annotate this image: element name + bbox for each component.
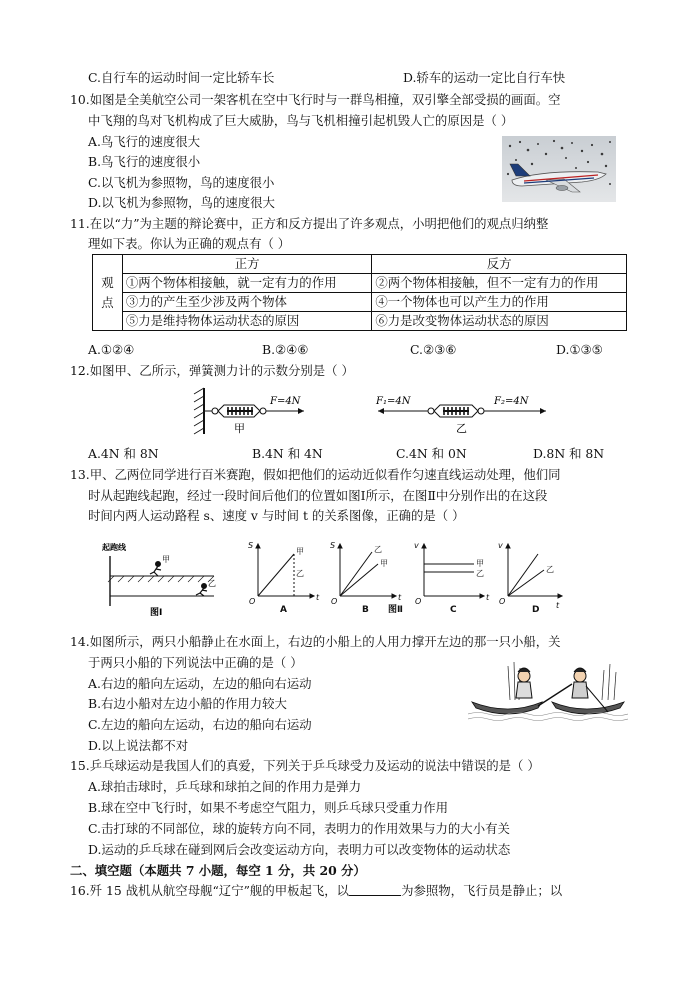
figure-2-caption: 图Ⅱ — [388, 605, 403, 615]
q13-stem-line2: 时从起跑线起跑，经过一段时间后他们的位置如图Ⅰ所示，在图Ⅱ中分别作出的在这段 — [88, 488, 548, 503]
section-2-heading: 二、填空题（本题共 7 小题，每空 1 分，共 20 分） — [70, 863, 366, 878]
table-cell: ⑤力是维持物体运动状态的原因 — [122, 312, 372, 331]
column-header-con: 反方 — [372, 255, 627, 274]
force-label-f2: F₂=4N — [494, 396, 529, 407]
line-label-jia-c: 甲 — [476, 559, 484, 568]
graphs-figure-2 — [244, 536, 564, 620]
graph-label-b: B — [362, 605, 369, 615]
debate-viewpoints-table — [92, 254, 627, 331]
q12-option-c: C.4N 和 0N — [396, 446, 467, 461]
line-label-yi-b: 乙 — [374, 545, 382, 554]
q15-option-b: B.球在空中飞行时，如果不考虑空气阻力，则乒乓球只受重力作用 — [88, 800, 448, 815]
graph-label-c: C — [450, 605, 457, 615]
q15-stem: 15.乒乓球运动是我国人们的真爱，下列关于乒乓球受力及运动的说法中错误的是（ ） — [70, 758, 540, 773]
two-boats-illustration — [468, 660, 628, 722]
table-row — [93, 312, 627, 331]
spring-scale-figure-b — [374, 384, 552, 438]
runner-label-jia: 甲 — [162, 555, 170, 564]
q10-stem-line2: 中飞翔的鸟对飞机构成了巨大威胁，鸟与飞机相撞引起机毁人亡的原因是（ ） — [88, 113, 514, 128]
line-label-yi-a: 乙 — [296, 569, 304, 578]
line-label-yi-c: 乙 — [476, 569, 484, 578]
graph-label-d: D — [532, 605, 540, 615]
figure-1-caption: 图Ⅰ — [150, 608, 163, 618]
q16-stem-pre: 16.歼 15 战机从航空母舰“辽宁”舰的甲板起飞，以 — [70, 883, 350, 898]
graph-label-a: A — [280, 605, 287, 615]
q10-option-d: D.以飞机为参照物，鸟的速度很大 — [88, 195, 275, 210]
q11-option-b: B.②④⑥ — [262, 342, 309, 357]
q11-option-a: A.①②④ — [88, 342, 135, 357]
q11-option-c: C.②③⑥ — [410, 342, 457, 357]
origin-d: O — [499, 597, 506, 606]
q10-option-a: A.鸟飞行的速度很大 — [88, 134, 201, 149]
line-label-jia-a: 甲 — [296, 547, 304, 556]
table-cell: ③力的产生至少涉及两个物体 — [122, 293, 372, 312]
axis-s-b: S — [330, 541, 336, 550]
race-track-figure-1 — [100, 540, 226, 618]
table-cell: ④一个物体也可以产生力的作用 — [372, 293, 627, 312]
q15-option-c: C.击打球的不同部位，球的旋转方向不同，表明力的作用效果与力的大小有关 — [88, 821, 510, 836]
figure-label-jia: 甲 — [234, 422, 245, 435]
q16-stem — [70, 882, 562, 900]
q12-option-d: D.8N 和 8N — [533, 446, 605, 461]
column-header-pro: 正方 — [122, 255, 372, 274]
q14-option-c: C.左边的船向左运动，右边的船向右运动 — [88, 717, 312, 732]
q13-stem-line3: 时间内两人运动路程 s、速度 v 与时间 t 的关系图像，正确的是（ ） — [88, 508, 465, 523]
axis-v-d: v — [498, 541, 503, 550]
q11-option-d: D.①③⑤ — [556, 342, 603, 357]
axis-t-a: t — [316, 593, 320, 602]
axis-v-c: v — [414, 541, 419, 550]
q12-stem: 12.如图甲、乙所示，弹簧测力计的示数分别是（ ） — [70, 363, 354, 378]
origin-c: O — [415, 597, 422, 606]
row-header-viewpoint: 观 点 — [93, 255, 123, 331]
spring-scale-figure-a — [190, 384, 310, 438]
table-cell: ①两个物体相接触，就一定有力的作用 — [122, 274, 372, 293]
force-label-a: F=4N — [270, 396, 301, 407]
q14-option-b: B.右边小船对左边小船的作用力较大 — [88, 696, 287, 711]
axis-t-b: t — [398, 593, 402, 602]
figure-label-yi: 乙 — [456, 422, 467, 435]
q9-option-d: D.轿车的运动一定比自行车快 — [403, 70, 566, 85]
origin-a: O — [249, 597, 256, 606]
axis-t-c: t — [486, 593, 490, 602]
q16-blank-1[interactable] — [349, 883, 401, 896]
start-line-label: 起跑线 — [102, 543, 126, 552]
line-label-jia-b: 甲 — [380, 559, 388, 568]
q14-stem-line2: 于两只小船的下列说法中正确的是（ ） — [88, 655, 303, 670]
q13-stem-line1: 13.甲、乙两位同学进行百米赛跑，假如把他们的运动近似看作匀速直线运动处理，他们同 — [70, 467, 561, 482]
q15-option-d: D.运动的乒乓球在碰到网后会改变运动方向，表明力可以改变物体的运动状态 — [88, 842, 511, 857]
q12-option-a: A.4N 和 8N — [88, 446, 159, 461]
table-cell: ⑥力是改变物体运动状态的原因 — [372, 312, 627, 331]
q14-option-d: D.以上说法都不对 — [88, 738, 189, 753]
table-row — [93, 274, 627, 293]
q11-stem-line1: 11.在以“力”为主题的辩论赛中，正方和反方提出了许多观点，小明把他们的观点归纳整 — [70, 216, 549, 231]
q10-stem-line1: 10.如图是全美航空公司一架客机在空中飞行时与一群鸟相撞，双引擎全部受损的画面。空 — [70, 92, 561, 107]
q12-option-b: B.4N 和 4N — [252, 446, 323, 461]
bird-strike-airplane-photo — [502, 136, 616, 202]
q10-option-b: B.鸟飞行的速度很小 — [88, 154, 201, 169]
line-label-yi-d: 乙 — [546, 565, 554, 574]
q16-stem-post: 为参照物，飞行员是静止；以 — [401, 883, 563, 898]
axis-t-d: t — [556, 601, 560, 610]
runner-label-yi: 乙 — [208, 579, 216, 588]
q14-stem-line1: 14.如图所示，两只小船静止在水面上，右边的小船上的人用力撑开左边的那一只小船，关 — [70, 634, 561, 649]
q10-option-c: C.以飞机为参照物，鸟的速度很小 — [88, 175, 275, 190]
q11-stem-line2: 理如下表。你认为正确的观点有（ ） — [88, 236, 291, 251]
q14-option-a: A.右边的船向左运动，左边的船向右运动 — [88, 676, 312, 691]
table-cell: ②两个物体相接触，但不一定有力的作用 — [372, 274, 627, 293]
force-label-f1: F₁=4N — [376, 396, 411, 407]
origin-b: O — [331, 597, 338, 606]
q9-option-c: C.自行车的运动时间一定比轿车长 — [88, 70, 275, 85]
axis-s-a: S — [248, 541, 254, 550]
q15-option-a: A.球拍击球时，乒乓球和球拍之间的作用力是弹力 — [88, 779, 362, 794]
table-row — [93, 293, 627, 312]
